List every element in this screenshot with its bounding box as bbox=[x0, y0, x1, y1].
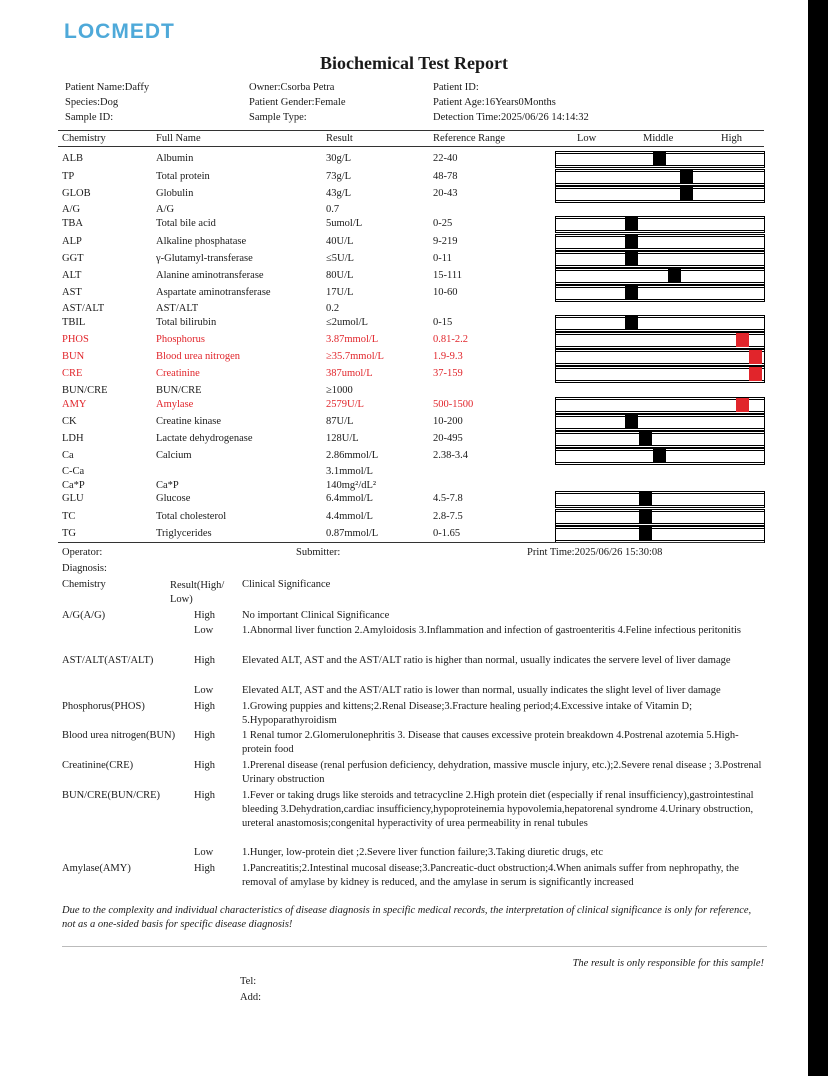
reference-range: 0-1.65 bbox=[433, 528, 461, 539]
test-name: Creatinine bbox=[156, 368, 200, 379]
range-indicator-bar bbox=[555, 509, 765, 526]
test-name: Amylase bbox=[156, 399, 194, 410]
test-result: 2579U/L bbox=[326, 399, 364, 410]
range-indicator-bar bbox=[555, 397, 765, 414]
range-indicator-bar bbox=[555, 332, 765, 349]
range-indicator-bar bbox=[555, 491, 765, 508]
clinical-chemistry: A/G(A/G) bbox=[62, 610, 106, 621]
reference-range: 48-78 bbox=[433, 171, 458, 182]
range-marker bbox=[639, 510, 652, 524]
range-marker bbox=[653, 449, 666, 463]
range-indicator-bar bbox=[555, 448, 765, 465]
reference-range: 9-219 bbox=[433, 236, 458, 247]
test-name: Blood urea nitrogen bbox=[156, 351, 240, 362]
test-result: 30g/L bbox=[326, 153, 352, 164]
header-full-name: Full Name bbox=[156, 133, 201, 144]
clinical-chemistry: Phosphorus(PHOS) bbox=[62, 701, 145, 712]
page-edge bbox=[808, 0, 828, 1076]
range-indicator-bar bbox=[555, 186, 765, 203]
range-marker bbox=[625, 316, 638, 330]
test-result: 73g/L bbox=[326, 171, 352, 182]
range-indicator-bar bbox=[555, 151, 765, 168]
patient-gender: Patient Gender:Female bbox=[249, 97, 346, 108]
range-indicator-bar bbox=[555, 169, 765, 186]
reference-range: 20-495 bbox=[433, 433, 463, 444]
header-low: Low bbox=[577, 133, 597, 144]
reference-range: 1.9-9.3 bbox=[433, 351, 463, 362]
clinical-high-low: High bbox=[194, 701, 215, 712]
clinical-row bbox=[0, 700, 808, 728]
reference-range: 37-159 bbox=[433, 368, 463, 379]
clinical-high-low: High bbox=[194, 730, 215, 741]
reference-range: 2.8-7.5 bbox=[433, 511, 463, 522]
range-marker bbox=[625, 286, 638, 300]
test-code: C-Ca bbox=[62, 466, 85, 477]
clinical-chemistry: Amylase(AMY) bbox=[62, 863, 131, 874]
range-marker bbox=[668, 269, 681, 283]
test-result: 0.87mmol/L bbox=[326, 528, 379, 539]
reference-range: 0-11 bbox=[433, 253, 452, 264]
range-marker bbox=[749, 350, 762, 364]
clinical-row bbox=[0, 609, 808, 623]
test-name: Total bilirubin bbox=[156, 317, 217, 328]
range-marker bbox=[625, 252, 638, 266]
range-marker bbox=[749, 367, 762, 381]
clinical-header-significance: Clinical Significance bbox=[242, 579, 331, 590]
test-result: ≥35.7mmol/L bbox=[326, 351, 384, 362]
clinical-row bbox=[0, 729, 808, 757]
test-name: Total protein bbox=[156, 171, 210, 182]
clinical-significance: No important Clinical Significance bbox=[242, 610, 390, 621]
test-code: ALP bbox=[62, 236, 82, 247]
range-indicator-bar bbox=[555, 526, 765, 543]
test-name: AST/ALT bbox=[156, 303, 199, 314]
range-marker bbox=[736, 398, 749, 412]
test-code: GLOB bbox=[62, 188, 91, 199]
reference-range: 22-40 bbox=[433, 153, 458, 164]
reference-range: 0-15 bbox=[433, 317, 453, 328]
clinical-chemistry: Creatinine(CRE) bbox=[62, 760, 134, 771]
test-code: AST bbox=[62, 287, 82, 298]
test-code: LDH bbox=[62, 433, 84, 444]
reference-range: 10-200 bbox=[433, 416, 463, 427]
clinical-row bbox=[0, 654, 808, 682]
test-code: AMY bbox=[62, 399, 87, 410]
range-marker bbox=[639, 527, 652, 541]
test-name: A/G bbox=[156, 204, 175, 215]
clinical-significance: 1 Renal tumor 2.Glomerulonephritis 3. Disease that causes excessive protein breakdown 4.Postrenal azotemia 5.High-protein food bbox=[242, 730, 739, 755]
range-indicator-bar bbox=[555, 414, 765, 431]
reference-range: 10-60 bbox=[433, 287, 458, 298]
test-name: Total cholesterol bbox=[156, 511, 227, 522]
test-name: Phosphorus bbox=[156, 334, 206, 345]
header-reference: Reference Range bbox=[433, 133, 505, 144]
divider bbox=[58, 146, 764, 147]
test-name: Calcium bbox=[156, 450, 192, 461]
test-result: 387umol/L bbox=[326, 368, 373, 379]
footer-divider bbox=[62, 946, 767, 947]
test-code: TG bbox=[62, 528, 76, 539]
test-code: TBA bbox=[62, 218, 83, 229]
clinical-significance: 1.Abnormal liver function 2.Amyloidosis 3.Inflammation and infection of gastroenteritis 4.Feline infectious peritonitis bbox=[242, 625, 741, 636]
clinical-significance: 1.Fever or taking drugs like steroids and tetracycline 2.High protein diet (especially if renal insufficiency),gastrointestinal bleeding 3.Dehydration,cardiac insufficiency,hypoproteinemia hypovolemia,hepatorenal syndrome 4.Urinary obstruction, ureteral anastomosis;congenital hyperactivity of urea permeability in renal tubules bbox=[242, 790, 754, 829]
test-name: Alanine aminotransferase bbox=[156, 270, 264, 281]
clinical-row bbox=[0, 759, 808, 787]
clinical-row bbox=[0, 684, 808, 698]
test-result: 17U/L bbox=[326, 287, 354, 298]
test-result: 3.87mmol/L bbox=[326, 334, 379, 345]
clinical-significance: Elevated ALT, AST and the AST/ALT ratio is lower than normal, usually indicates the slight level of liver damage bbox=[242, 685, 721, 696]
test-result: 2.86mmol/L bbox=[326, 450, 379, 461]
species: Species:Dog bbox=[65, 97, 119, 108]
test-code: PHOS bbox=[62, 334, 89, 345]
owner: Owner:Csorba Petra bbox=[249, 82, 335, 93]
test-code: AST/ALT bbox=[62, 303, 105, 314]
test-name: BUN/CRE bbox=[156, 385, 202, 396]
reference-range: 0.81-2.2 bbox=[433, 334, 468, 345]
clinical-significance: 1.Hunger, low-protein diet ;2.Severe liver function failure;3.Taking diuretic drugs, etc bbox=[242, 847, 603, 858]
test-code: ALT bbox=[62, 270, 82, 281]
operator: Operator: bbox=[62, 547, 103, 558]
clinical-row bbox=[0, 624, 808, 652]
test-result: 4.4mmol/L bbox=[326, 511, 373, 522]
test-code: Ca*P bbox=[62, 480, 85, 491]
clinical-significance: 1.Growing puppies and kittens;2.Renal Disease;3.Fracture healing period;4.Excessive intake of Vitamin D; 5.Hypoparathyroidism bbox=[242, 701, 692, 726]
result-row bbox=[0, 302, 800, 316]
clinical-header-chemistry: Chemistry bbox=[62, 579, 106, 590]
test-code: CK bbox=[62, 416, 77, 427]
result-row bbox=[0, 203, 800, 217]
brand-logo: LOCMEDT bbox=[64, 20, 175, 43]
test-result: 128U/L bbox=[326, 433, 359, 444]
test-result: 5umol/L bbox=[326, 218, 363, 229]
clinical-significance: 1.Pancreatitis;2.Intestinal mucosal disease;3.Pancreatic-duct obstruction;4.When animals suffer from nephropathy, the removal of amylase by kidney is reduced, and the amylase in serum is significantly increased bbox=[242, 863, 739, 888]
divider bbox=[58, 542, 764, 543]
range-indicator-bar bbox=[555, 268, 765, 285]
reference-range: 15-111 bbox=[433, 270, 462, 281]
clinical-chemistry: AST/ALT(AST/ALT) bbox=[62, 655, 154, 666]
test-result: 40U/L bbox=[326, 236, 354, 247]
clinical-chemistry: Blood urea nitrogen(BUN) bbox=[62, 730, 176, 741]
patient-name: Patient Name:Daffy bbox=[65, 82, 150, 93]
range-marker bbox=[736, 333, 749, 347]
reference-range: 500-1500 bbox=[433, 399, 474, 410]
test-name: Glucose bbox=[156, 493, 191, 504]
range-marker bbox=[653, 152, 666, 166]
clinical-row bbox=[0, 846, 808, 860]
clinical-high-low: High bbox=[194, 610, 215, 621]
header-high: High bbox=[721, 133, 742, 144]
clinical-high-low: High bbox=[194, 863, 215, 874]
clinical-row bbox=[0, 789, 808, 845]
clinical-chemistry: BUN/CRE(BUN/CRE) bbox=[62, 790, 161, 801]
clinical-significance: 1.Prerenal disease (renal perfusion deficiency, dehydration, massive muscle injury, etc.);2.Severe renal disease ; 3.Postrenal Urinary obstruction bbox=[242, 760, 762, 785]
responsibility-note: The result is only responsible for this sample! bbox=[572, 958, 764, 969]
clinical-header-result: Result(High/ Low) bbox=[170, 580, 225, 605]
test-code: BUN bbox=[62, 351, 85, 362]
clinical-high-low: High bbox=[194, 760, 215, 771]
reference-range: 4.5-7.8 bbox=[433, 493, 463, 504]
reference-range: 20-43 bbox=[433, 188, 458, 199]
test-code: GGT bbox=[62, 253, 84, 264]
header-chemistry: Chemistry bbox=[62, 133, 106, 144]
test-name: Albumin bbox=[156, 153, 194, 164]
test-code: A/G bbox=[62, 204, 81, 215]
clinical-high-low: Low bbox=[194, 625, 214, 636]
divider bbox=[58, 130, 764, 131]
range-indicator-bar bbox=[555, 315, 765, 332]
range-indicator-bar bbox=[555, 216, 765, 233]
test-result: 87U/L bbox=[326, 416, 354, 427]
test-result: 43g/L bbox=[326, 188, 352, 199]
sample-id: Sample ID: bbox=[65, 112, 114, 123]
test-name: γ-Glutamyl-transferase bbox=[156, 253, 253, 264]
test-result: 80U/L bbox=[326, 270, 354, 281]
print-time: Print Time:2025/06/26 15:30:08 bbox=[527, 547, 663, 558]
test-result: ≥1000 bbox=[326, 385, 353, 396]
range-indicator-bar bbox=[555, 234, 765, 251]
test-code: ALB bbox=[62, 153, 83, 164]
clinical-high-low: Low bbox=[194, 685, 214, 696]
range-indicator-bar bbox=[555, 366, 765, 383]
test-code: GLU bbox=[62, 493, 84, 504]
test-name: Alkaline phosphatase bbox=[156, 236, 247, 247]
header-result: Result bbox=[326, 133, 353, 144]
clinical-significance: Elevated ALT, AST and the AST/ALT ratio is higher than normal, usually indicates the servere level of liver damage bbox=[242, 655, 731, 666]
test-name: Total bile acid bbox=[156, 218, 216, 229]
range-indicator-bar bbox=[555, 251, 765, 268]
range-indicator-bar bbox=[555, 431, 765, 448]
range-marker bbox=[680, 170, 693, 184]
detection-time: Detection Time:2025/06/26 14:14:32 bbox=[433, 112, 589, 123]
submitter: Submitter: bbox=[296, 547, 341, 558]
test-name: Aspartate aminotransferase bbox=[156, 287, 271, 298]
result-row bbox=[0, 465, 800, 479]
header-middle: Middle bbox=[643, 133, 674, 144]
clinical-high-low: Low bbox=[194, 847, 214, 858]
test-result: 0.7 bbox=[326, 204, 340, 215]
range-marker bbox=[680, 187, 693, 201]
clinical-high-low: High bbox=[194, 655, 215, 666]
report-title: Biochemical Test Report bbox=[320, 53, 508, 73]
test-code: TP bbox=[62, 171, 75, 182]
test-name: Triglycerides bbox=[156, 528, 212, 539]
test-code: TBIL bbox=[62, 317, 86, 328]
test-result: ≤2umol/L bbox=[326, 317, 368, 328]
test-result: ≤5U/L bbox=[326, 253, 354, 264]
range-marker bbox=[639, 492, 652, 506]
range-marker bbox=[625, 235, 638, 249]
range-marker bbox=[625, 217, 638, 231]
patient-age: Patient Age:16Years0Months bbox=[433, 97, 556, 108]
test-name: Globulin bbox=[156, 188, 194, 199]
range-marker bbox=[639, 432, 652, 446]
test-code: CRE bbox=[62, 368, 83, 379]
reference-range: 0-25 bbox=[433, 218, 453, 229]
result-row bbox=[0, 384, 800, 398]
clinical-row bbox=[0, 862, 808, 890]
test-code: Ca bbox=[62, 450, 74, 461]
sample-type: Sample Type: bbox=[249, 112, 307, 123]
tel: Tel: bbox=[240, 976, 257, 987]
test-result: 140mg²/dL² bbox=[326, 480, 377, 491]
patient-id: Patient ID: bbox=[433, 82, 479, 93]
clinical-high-low: High bbox=[194, 790, 215, 801]
range-marker bbox=[625, 415, 638, 429]
range-indicator-bar bbox=[555, 349, 765, 366]
range-indicator-bar bbox=[555, 285, 765, 302]
disclaimer: Due to the complexity and individual characteristics of disease diagnosis in specific medical records, the interpretation of clinical significance is only for reference, not as a one-sided basis for specific disease diagnosis! bbox=[62, 905, 752, 930]
test-code: TC bbox=[62, 511, 76, 522]
test-name: Creatine kinase bbox=[156, 416, 222, 427]
diagnosis: Diagnosis: bbox=[62, 563, 107, 574]
test-result: 3.1mmol/L bbox=[326, 466, 373, 477]
address: Add: bbox=[240, 992, 261, 1003]
reference-range: 2.38-3.4 bbox=[433, 450, 468, 461]
test-name: Ca*P bbox=[156, 480, 179, 491]
test-result: 0.2 bbox=[326, 303, 340, 314]
test-result: 6.4mmol/L bbox=[326, 493, 373, 504]
test-name: Lactate dehydrogenase bbox=[156, 433, 253, 444]
test-code: BUN/CRE bbox=[62, 385, 108, 396]
